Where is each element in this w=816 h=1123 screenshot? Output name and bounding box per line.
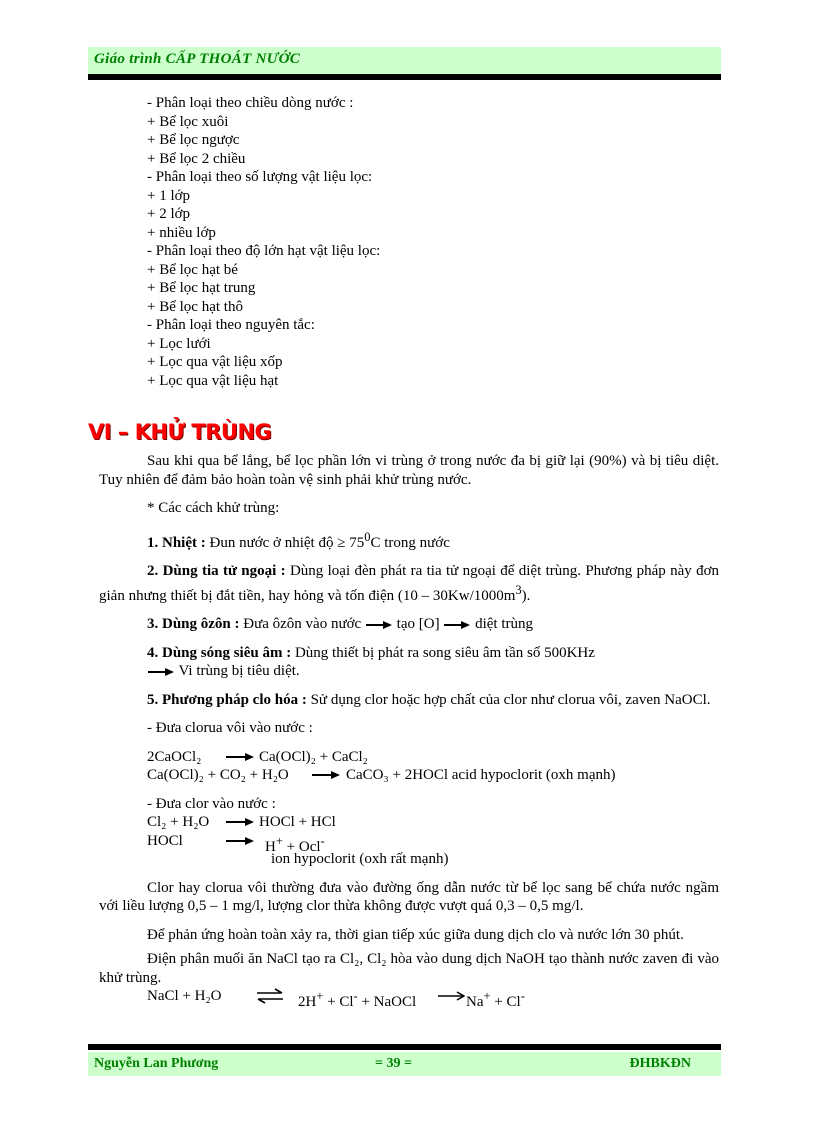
arrow-right-icon: [365, 620, 393, 630]
page-header: [88, 47, 721, 74]
method-ozone: [99, 615, 719, 634]
superscript: -: [353, 989, 358, 1003]
arrow-right-icon: [437, 991, 465, 1001]
list-item: + Bể lọc hạt thô: [147, 298, 243, 315]
reactant: 2CaOCl₂: [147, 748, 202, 765]
product: CaCO₃ + 2HOCl acid hypoclorit (oxh mạnh): [346, 767, 616, 783]
superscript: +: [275, 833, 283, 848]
method-text: Dùng loại đèn phát ra tia tử ngoại để diệt trùng. Phương pháp này đơn giản nhưng thiết bị đắt tiền, hay hỏng và tốn điện (10 – 30Kw/1000m: [99, 563, 719, 604]
list-item: + Bể lọc hạt bé: [147, 261, 238, 278]
method-uv: [99, 562, 719, 605]
intro-paragraph: Sau khi qua bể lắng, bể lọc phần lớn vi trùng ở trong nước đa bị giữ lại (90%) và bị tiêu diệt. Tuy nhiên để đảm bảo hoàn toàn vệ sinh phải khử trùng nước.: [99, 453, 719, 488]
method-heat: [99, 528, 719, 553]
arrow-right-icon: [225, 836, 255, 846]
section-heading: VI – KHỬ TRÙNG: [88, 420, 272, 444]
section-body: [99, 452, 719, 1010]
product: HOCl + HCl: [259, 814, 336, 830]
footer-rule: [88, 1044, 721, 1050]
list-item: - Phân loại theo độ lớn hạt vật liệu lọc:: [147, 243, 381, 259]
method-text: ).: [521, 587, 531, 604]
method-title: 3. Dùng ôzôn :: [147, 616, 240, 632]
arrow-right-icon: [147, 667, 175, 677]
method-text: Vi trùng bị tiêu diệt.: [178, 663, 300, 679]
arrow-right-icon: [311, 770, 341, 780]
reaction-line: [147, 748, 719, 767]
dose-paragraph: Clor hay clorua vôi thường đưa vào đường ống dẫn nước từ bể lọc sang bể chứa nước ngầm với liều lượng 0,5 – 1 mg/l, lượng clor thừa không được vượt quá 0,3 – 0,5 mg/l.: [99, 879, 719, 914]
reactant: Ca(OCl)₂ + CO₂ + H₂O: [147, 767, 289, 783]
electrolysis-paragraph: Điện phân muối ăn NaCl tạo ra Cl₂, Cl₂ hòa vào dung dịch NaOH tạo thành nước zaven đi vào khử trùng.: [99, 951, 719, 986]
method-title: 4. Dùng sóng siêu âm :: [147, 644, 292, 661]
list-item: + Lọc lưới: [147, 335, 211, 352]
footer-institution: ĐHBKĐN: [629, 1056, 691, 1071]
superscript: -: [320, 833, 325, 848]
reversible-arrow-icon: [255, 987, 285, 1005]
list-item: + Bể lọc hạt trung: [147, 280, 256, 296]
list-item: + 1 lớp: [147, 187, 191, 204]
list-item: - Phân loại theo chiều dòng nước :: [147, 95, 354, 111]
method-title: 5. Phương pháp clo hóa :: [147, 691, 307, 708]
arrow-right-icon: [225, 752, 255, 762]
method-text: Đưa ôzôn vào nước: [243, 616, 362, 632]
method-text: Dùng thiết bị phát ra song siêu âm tần số 500KHz: [294, 644, 595, 661]
electrolysis-reaction: [147, 987, 719, 1010]
product: [298, 987, 416, 1012]
method-text: C trong nước: [370, 534, 450, 551]
methods-intro: * Các cách khử trùng:: [147, 500, 280, 516]
list-item: + Lọc qua vật liệu xốp: [147, 354, 283, 370]
product-text: H: [265, 838, 276, 855]
method-ultrasound: [99, 644, 719, 663]
superscript: +: [316, 989, 324, 1003]
reaction-note: ion hypoclorit (oxh rất mạnh): [271, 851, 449, 867]
product-text: + Cl: [323, 994, 354, 1010]
product-text: 2H: [298, 994, 317, 1010]
time-paragraph: Để phản ứng hoàn toàn xảy ra, thời gian tiếp xúc giữa dung dịch clo và nước lớn 30 phút.: [147, 926, 684, 943]
method-chlorination: [99, 691, 719, 710]
method-title: 2. Dùng tia tử ngoại :: [147, 563, 286, 579]
method-text: Sử dụng clor hoặc hợp chất của clor như clorua vôi, zaven NaOCl.: [310, 691, 711, 708]
product-text: + Ocl: [282, 838, 321, 855]
reaction-note-line: [147, 850, 719, 869]
method-text: tạo [O]: [396, 616, 440, 632]
product-text: + NaOCl: [357, 994, 417, 1010]
method-title: 1. Nhiệt :: [147, 534, 206, 551]
reactant: NaCl + H₂O: [147, 988, 222, 1004]
list-item: - Phân loại theo số lượng vật liệu lọc:: [147, 169, 373, 185]
list-item: + Lọc qua vật liệu hạt: [147, 372, 279, 389]
list-item: + Bể lọc 2 chiều: [147, 150, 246, 167]
method-text: diệt trùng: [475, 616, 533, 632]
list-item: + Bể lọc ngược: [147, 132, 240, 148]
clor-intro: - Đưa clor vào nước :: [147, 795, 276, 812]
superscript: +: [483, 989, 491, 1003]
superscript: 0: [364, 529, 371, 544]
reaction-line: [147, 813, 719, 832]
product: Ca(OCl)₂ + CaCl₂: [259, 748, 368, 765]
reaction-line: [147, 832, 719, 855]
product: [466, 987, 525, 1012]
arrow-right-icon: [225, 817, 255, 827]
arrow-right-icon: [443, 620, 471, 630]
page-footer: [88, 1052, 721, 1076]
product-text: Na: [466, 994, 484, 1010]
clor-reactions: [99, 813, 719, 869]
lime-intro: - Đưa clorua vôi vào nước :: [147, 720, 313, 736]
list-item: - Phân loại theo nguyên tắc:: [147, 317, 315, 333]
superscript: 3: [515, 582, 522, 597]
list-item: + nhiều lớp: [147, 224, 216, 241]
method-text: Đun nước ở nhiệt độ ≥ 75: [209, 534, 365, 551]
header-title: Giáo trình CẤP THOÁT NƯỚC: [94, 51, 301, 67]
lime-reactions: [99, 748, 719, 785]
method-result: [99, 662, 719, 681]
superscript: -: [520, 989, 525, 1003]
product-text: + Cl: [490, 994, 521, 1010]
footer-page-number: = 39 =: [375, 1056, 412, 1071]
list-item: + Bể lọc xuôi: [147, 113, 229, 130]
classification-list: [147, 94, 380, 390]
list-item: + 2 lớp: [147, 206, 191, 222]
footer-author: Nguyễn Lan Phương: [94, 1056, 219, 1071]
reactant: Cl₂ + H₂O: [147, 814, 210, 830]
reactant: HOCl: [147, 832, 183, 849]
header-rule: [88, 74, 721, 80]
reaction-line: [147, 766, 719, 785]
